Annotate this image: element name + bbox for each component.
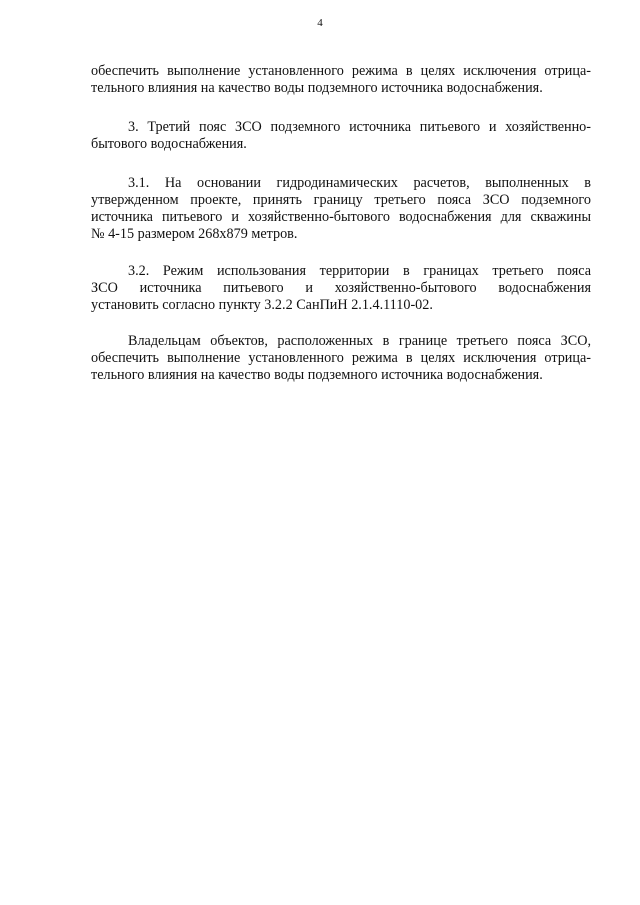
text-line: обеспечить выполнение установленного режима в целях исключения отрица- [91, 63, 591, 79]
text-line: 3. Третий пояс ЗСО подземного источника питьевого и хозяйственно- [128, 119, 591, 135]
text-line: 3.1. На основании гидродинамических расчетов, выполненных в [128, 175, 591, 191]
text-line: Владельцам объектов, расположенных в границе третьего пояса ЗСО, [128, 333, 591, 349]
text-line: ЗСО источника питьевого и хозяйственно-бытового водоснабжения [91, 280, 591, 296]
text-line: тельного влияния на качество воды подземного источника водоснабжения. [91, 367, 543, 383]
page-number: 4 [317, 17, 323, 29]
text-line: тельного влияния на качество воды подземного источника водоснабжения. [91, 80, 543, 96]
text-line: установить согласно пункту 3.2.2 СанПиН 2.1.4.1110-02. [91, 297, 433, 313]
text-line: источника питьевого и хозяйственно-бытового водоснабжения для скважины [91, 209, 591, 225]
text-line: обеспечить выполнение установленного режима в целях исключения отрица- [91, 350, 591, 366]
paragraph-3-2 [91, 263, 591, 314]
section-3-heading [91, 119, 591, 153]
text-line: утвержденном проекте, принять границу третьего пояса ЗСО подземного [91, 192, 591, 208]
paragraph-3-1 [91, 175, 591, 243]
paragraph-owners [91, 333, 591, 384]
paragraph-continuation [91, 63, 591, 97]
text-line: № 4-15 размером 268х879 метров. [91, 226, 298, 242]
text-line: 3.2. Режим использования территории в границах третьего пояса [128, 263, 591, 279]
text-line: бытового водоснабжения. [91, 136, 247, 152]
